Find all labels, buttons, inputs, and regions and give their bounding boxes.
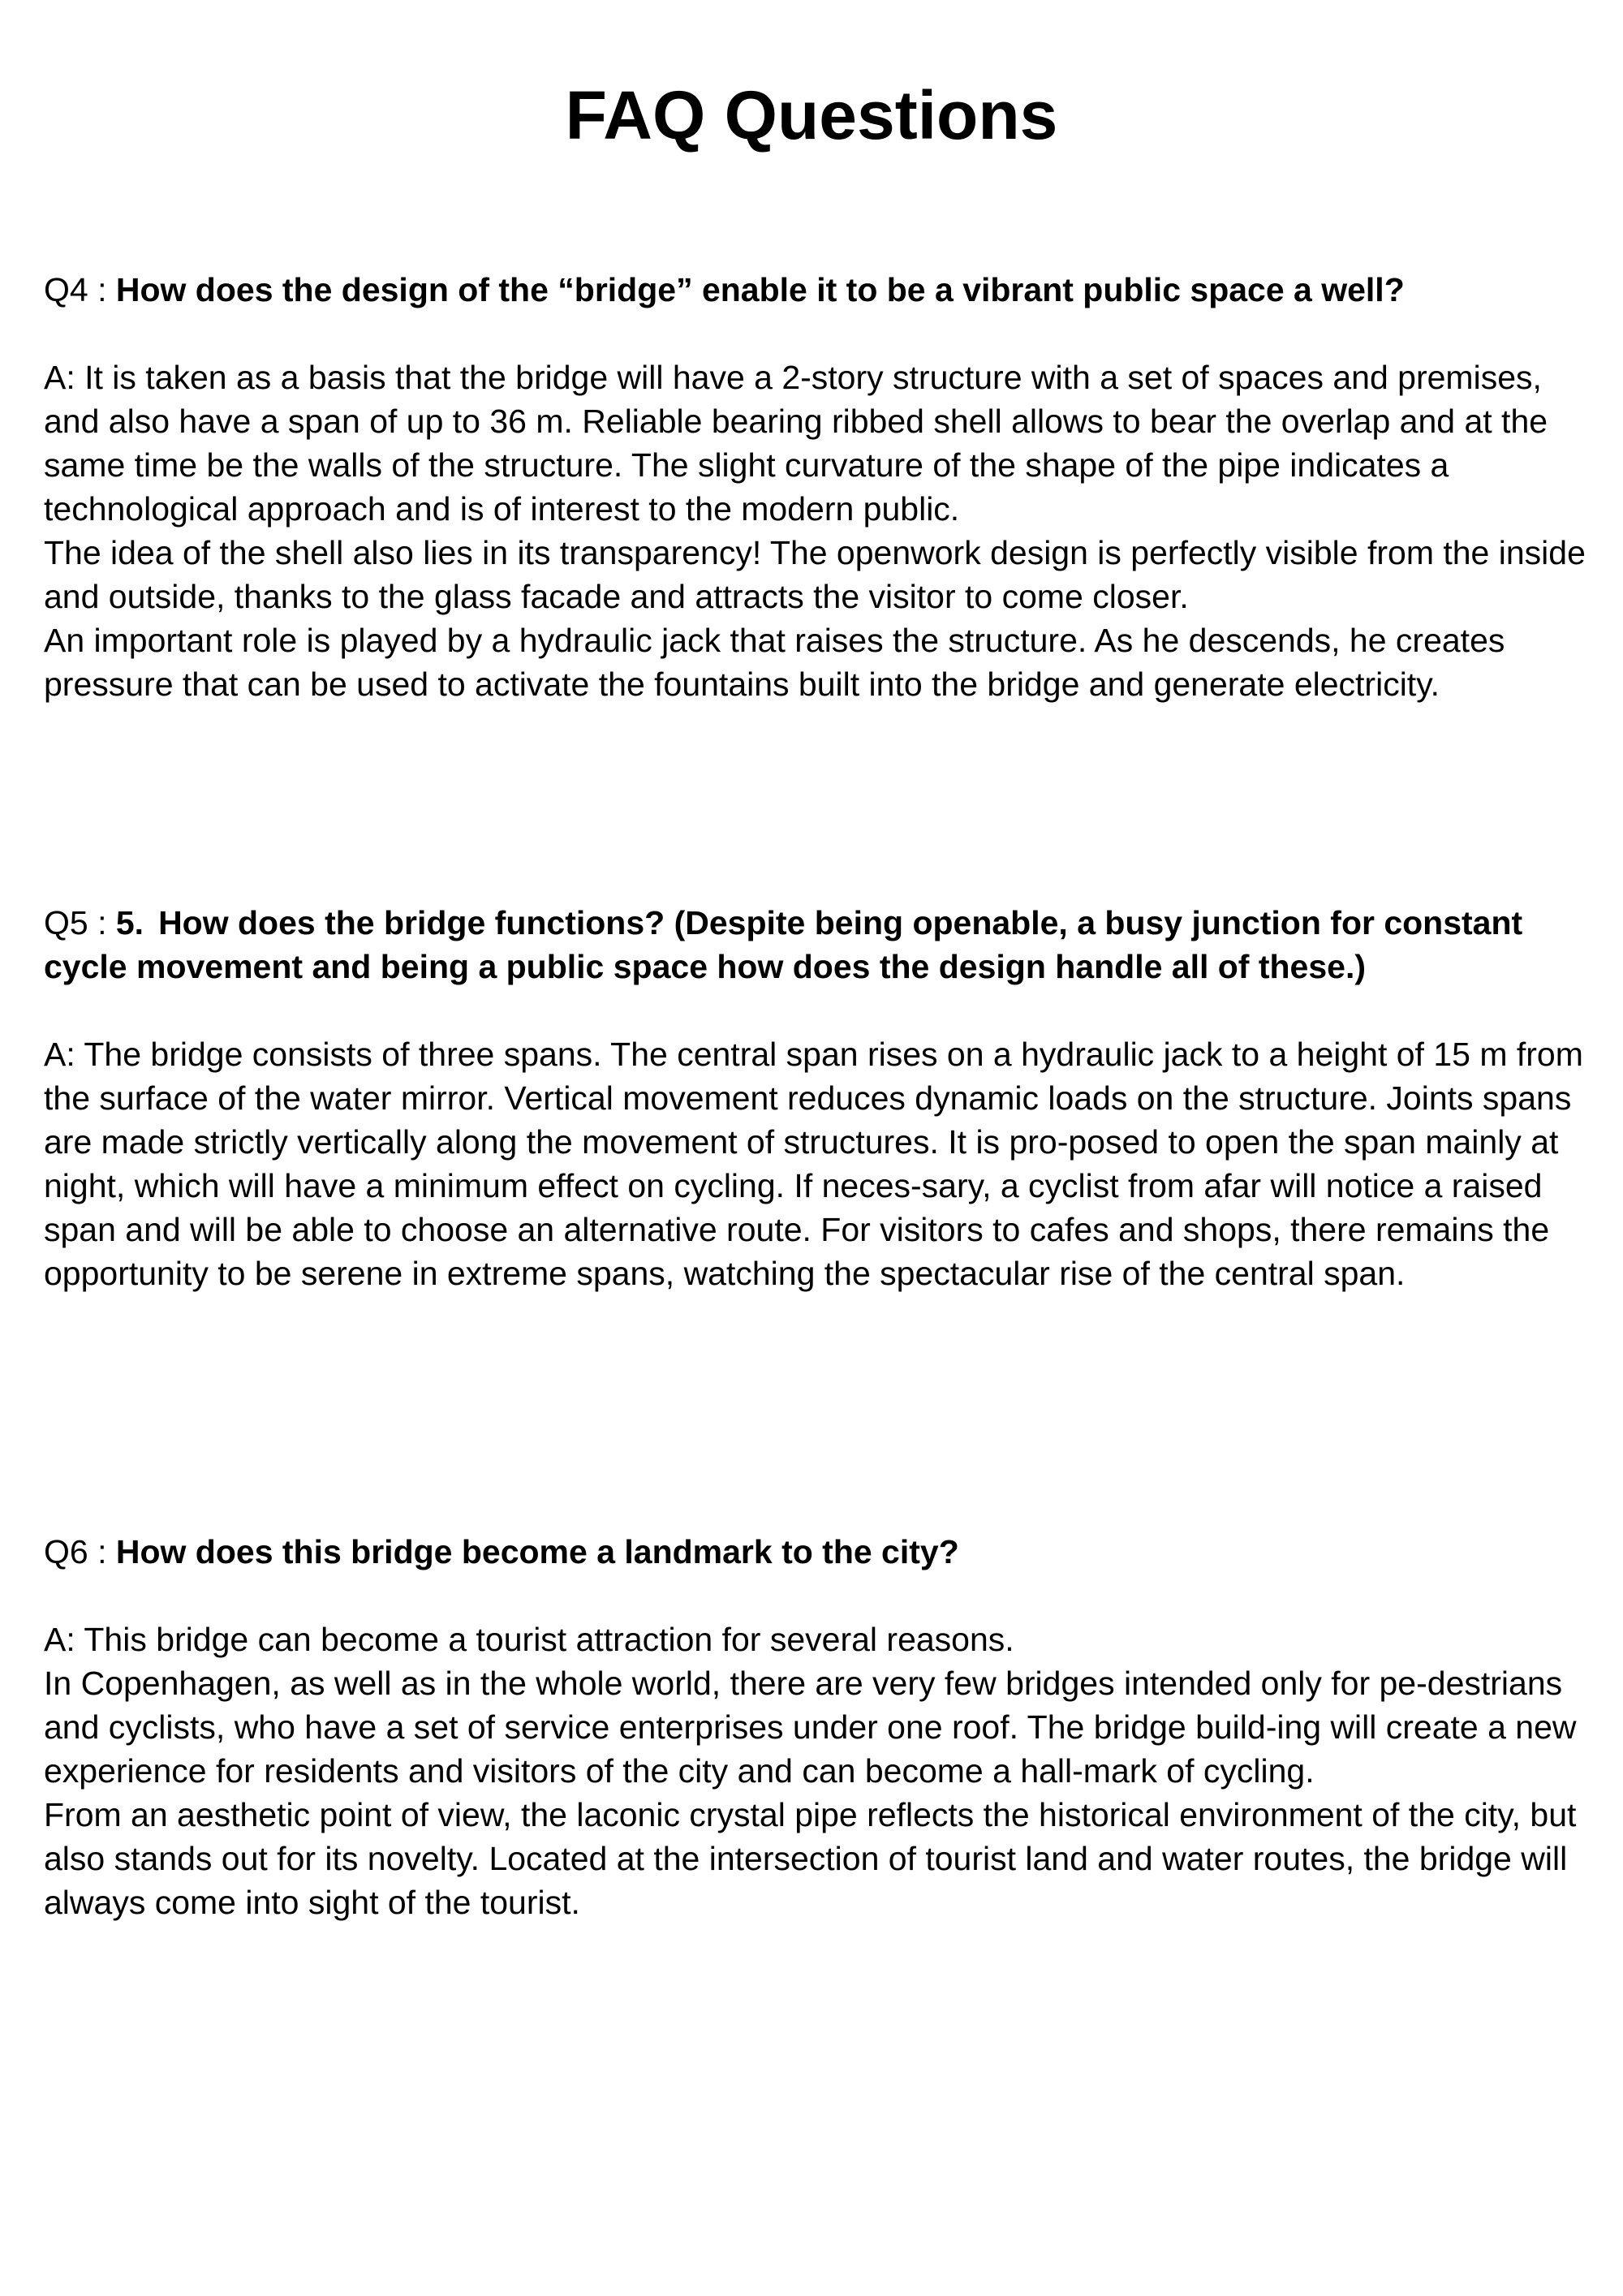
question-label: Q5 : xyxy=(44,904,116,941)
faq-question xyxy=(44,901,1586,989)
answer-paragraph: An important role is played by a hydraulic jack that raises the structure. As he descends, he creates pressure that can be used to activate the fountains built into the bridge and generate electricity. xyxy=(44,622,1505,703)
faq-answer xyxy=(44,355,1586,706)
answer-paragraph: From an aesthetic point of view, the laconic crystal pipe reflects the historical environment of the city, but also stands out for its novelty. Located at the intersection of tourist land and water routes, the bridge will always come into sight of the tourist. xyxy=(44,1796,1577,1921)
faq-question xyxy=(44,1530,1586,1574)
question-text: How does the bridge functions? (Despite being openable, a busy junction for constant cycle movement and being a public space how does the design handle all of these.) xyxy=(44,904,1523,985)
answer-paragraph: A: This bridge can become a tourist attraction for several reasons. xyxy=(44,1621,1014,1658)
answer-paragraph: A: It is taken as a basis that the bridge will have a 2-story structure with a set of spaces and premises, and also have a span of up to 36 m. Reliable bearing ribbed shell allows to bear the overlap and at the same time be the walls of the structure. The slight curvature of the shape of the pipe indicates a technological approach and is of interest to the modern public. xyxy=(44,359,1548,528)
faq-item-q5 xyxy=(44,901,1586,1295)
answer-paragraph: The idea of the shell also lies in its transparency! The openwork design is perfectly visible from the inside and outside, thanks to the glass facade and attracts the visitor to come closer. xyxy=(44,534,1586,615)
faq-item-q4 xyxy=(44,268,1586,706)
answer-paragraph: In Copenhagen, as well as in the whole world, there are very few bridges intended only for pe-destrians and cyclists, who have a set of service enterprises under one roof. The bridge build-ing will create a new experience for residents and visitors of the city and can become a hall-mark of cycling. xyxy=(44,1665,1577,1790)
page-title: FAQ Questions xyxy=(565,77,1058,153)
question-label: Q6 : xyxy=(44,1533,116,1570)
question-label: Q4 : xyxy=(44,271,116,308)
faq-answer xyxy=(44,1618,1586,1924)
faq-question xyxy=(44,268,1586,312)
answer-paragraph: A: The bridge consists of three spans. The central span rises on a hydraulic jack to a height of 15 m from the surface of the water mirror. Vertical movement reduces dynamic loads on the structure. Joints spans are made strictly vertically along the movement of structures. It is pro-posed to open the span mainly at night, which will have a minimum effect on cycling. If neces-sary, a cyclist from afar will notice a raised span and will be able to choose an alternative route. For visitors to cafes and shops, there remains the opportunity to be serene in extreme spans, watching the spectacular rise of the central span. xyxy=(44,1036,1583,1292)
question-text: How does this bridge become a landmark to the city? xyxy=(115,1533,959,1570)
question-text: How does the design of the “bridge” enable it to be a vibrant public space a well? xyxy=(115,271,1405,308)
faq-answer xyxy=(44,1032,1586,1295)
question-number: 5. xyxy=(115,904,144,941)
faq-item-q6 xyxy=(44,1530,1586,1924)
